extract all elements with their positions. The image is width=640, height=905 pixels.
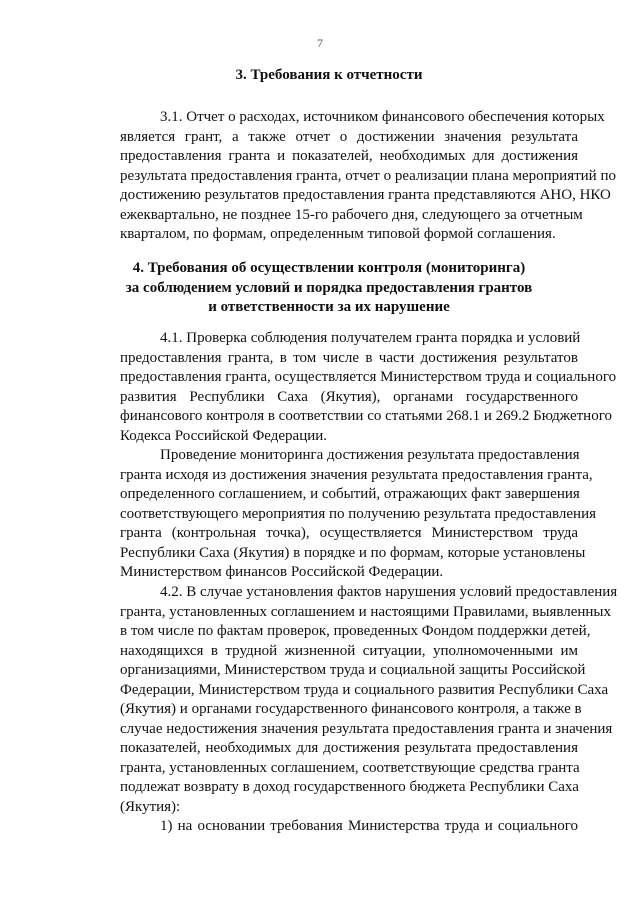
paragraph-4-2-line: находящихся в трудной жизненной ситуации, уполномоченными им [120,642,578,659]
paragraph-4-1-line: развития Республики Саха (Якутия), органами государственного [120,388,578,405]
paragraph-monitoring-line: Республики Саха (Якутия) в порядке и по формам, которые установлены [120,544,586,561]
paragraph-monitoring-line: гранта исходя из достижения значения результата предоставления гранта, [120,466,593,483]
paragraph-monitoring-line: Министерством финансов Российской Федерации. [120,564,444,580]
page-number: 7 [317,36,323,50]
paragraph-3-1-line: 3.1. Отчет о расходах, источником финансового обеспечения которых [160,109,605,125]
paragraph-3-1-line: достижению результатов предоставления гранта представляются АНО, НКО [120,187,611,203]
paragraph-4-1-line: предоставления гранта, в том числе в части достижения результатов [120,349,578,366]
section-3-heading: 3. Требования к отчетности [235,67,423,83]
section-4-heading [80,259,578,318]
paragraph-4-2-line: (Якутия) и органами государственного финансового контроля, а также в [120,701,582,717]
paragraph-4-2-line: гранта, установленных соглашением и настоящими Правилами, выявленных [120,603,612,620]
paragraph-3-1-line: является грант, а также отчет о достижении значения результата [120,128,578,145]
paragraph-4-2-line: подлежат возврату в доход государственного бюджета Республики Саха [120,779,579,795]
section-4-heading-line: и ответственности за их нарушение [208,299,450,315]
section-4-heading-line: 4. Требования об осуществлении контроля (мониторинга) [132,260,526,276]
paragraph-monitoring-line: Проведение мониторинга достижения результата предоставления [160,447,580,463]
paragraph-3-1-line: ежеквартально, не позднее 15-го рабочего дня, следующего за отчетным [120,206,583,223]
paragraph-3-1-line: кварталом, по формам, определенным типовой формой соглашения. [120,226,556,242]
paragraph-4-1-line: 4.1. Проверка соблюдения получателем гранта порядка и условий [160,330,581,346]
paragraph-4-2-line: 4.2. В случае установления фактов нарушения условий предоставления [160,584,618,600]
paragraph-monitoring-line: соответствующего мероприятия по получению результата предоставления [120,505,597,522]
paragraph-4-1-line: предоставления гранта, осуществляется Министерством труда и социального [120,369,617,385]
paragraph-4-2-line: организациями, Министерством труда и социальной защиты Российской [120,662,586,678]
paragraph-monitoring-line: определенного соглашением, и событий, отражающих факт завершения [120,486,580,502]
paragraph-4-1-line: Кодекса Российской Федерации. [120,427,328,444]
paragraph-4-2-line: (Якутия): [120,798,181,815]
paragraph-4-2-line: гранта, установленных соглашением, соответствующие средства гранта [120,759,580,776]
list-item-1-line: 1) на основании требования Министерства труда и социального [160,818,578,834]
paragraph-4-1-line: финансового контроля в соответствии со статьями 268.1 и 269.2 Бюджетного [120,408,612,424]
paragraph-monitoring-line: гранта (контрольная точка), осуществляется Министерством труда [120,525,578,541]
paragraph-4-2-line: случае недостижения значения результата предоставления гранта и значения [120,720,613,737]
paragraph-4-2-line: показателей, необходимых для достижения результата предоставления [120,740,578,756]
section-4-heading-line: за соблюдением условий и порядка предоставления грантов [125,279,533,296]
paragraph-3-1-line: предоставления гранта и показателей, необходимых для достижения [120,148,578,164]
paragraph-3-1-line: результата предоставления гранта, отчет о реализации плана мероприятий по [120,167,616,184]
paragraph-4-2-line: Федерации, Министерством труда и социального развития Республики Саха [120,681,609,698]
paragraph-4-2-line: в том числе по фактам проверок, проведенных Фондом поддержки детей, [120,623,591,639]
